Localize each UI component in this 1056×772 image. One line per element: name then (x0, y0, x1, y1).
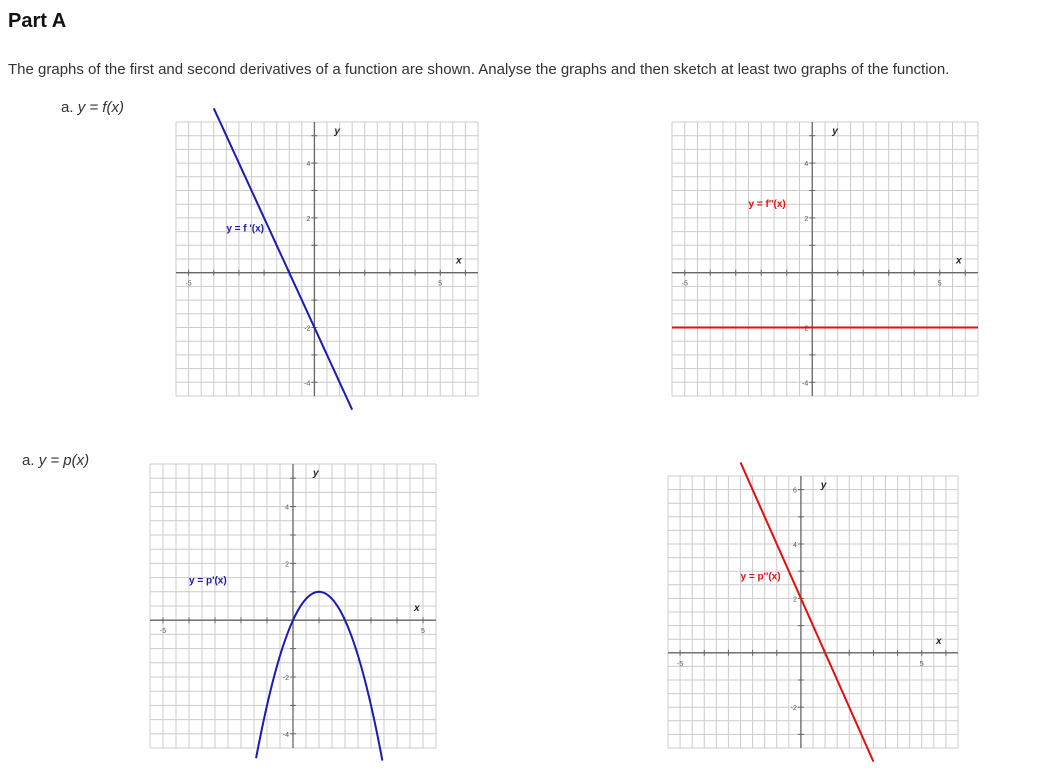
y-tick-label: 4 (285, 504, 289, 512)
y-axis-label: y (313, 468, 319, 479)
y-tick-label: -2 (790, 705, 797, 713)
graph-p-double-prime (668, 476, 958, 748)
y-tick-label: -4 (802, 380, 809, 388)
x-axis-label: x (956, 255, 962, 267)
part-label-f (61, 99, 124, 116)
y-tick-label: -2 (304, 325, 311, 333)
series-annotation: y = f '(x) (226, 223, 265, 235)
y-tick-label: 2 (306, 215, 311, 223)
y-axis-label: y (832, 126, 838, 137)
part-title: Part A (8, 10, 67, 32)
y-axis-label: y (334, 126, 340, 137)
part-label-p (22, 452, 89, 469)
y-tick-label: -2 (282, 675, 289, 682)
part-label-prefix: a. (22, 452, 35, 469)
y-tick-label: 2 (804, 215, 809, 223)
x-tick-label: 5 (438, 280, 443, 288)
x-tick-label: 5 (937, 280, 942, 288)
y-tick-label: 4 (306, 161, 311, 169)
series-annotation: y = p'(x) (189, 575, 227, 587)
grid-lines (672, 122, 978, 396)
x-axis-label: x (936, 635, 942, 647)
y-tick-label: -4 (304, 380, 311, 388)
graph-p-prime (150, 464, 436, 748)
x-tick-label: 5 (919, 660, 924, 668)
grid-lines (668, 476, 958, 748)
x-tick-label: -5 (159, 628, 167, 636)
x-tick-label: -5 (185, 280, 192, 288)
part-label-expr: y = f(x) (77, 99, 124, 116)
y-tick-label: -4 (282, 731, 289, 739)
y-tick-label: 2 (285, 561, 289, 569)
x-axis-label: x (456, 255, 462, 267)
part-label-prefix: a. (61, 99, 74, 116)
part-label-expr: y = p(x) (38, 452, 90, 469)
x-tick-label: 5 (421, 628, 425, 636)
y-tick-label: -2 (802, 325, 809, 333)
y-tick-label: 6 (793, 487, 797, 495)
x-tick-label: -5 (681, 280, 688, 288)
series-annotation: y = f''(x) (748, 198, 786, 210)
y-tick-label: 4 (804, 161, 809, 169)
y-tick-label: 4 (793, 542, 797, 549)
graph-f-double-prime (672, 122, 978, 396)
graph-f-prime (176, 122, 478, 396)
x-tick-label: -5 (676, 660, 684, 668)
series-annotation: y = p''(x) (740, 571, 781, 583)
y-tick-label: 2 (793, 596, 797, 604)
x-axis-label: x (414, 603, 420, 615)
instructions-text: The graphs of the first and second derivatives of a function are shown. Analyse the graphs and then sketch at least two graphs of the function. (8, 61, 950, 78)
y-axis-label: y (820, 480, 827, 491)
